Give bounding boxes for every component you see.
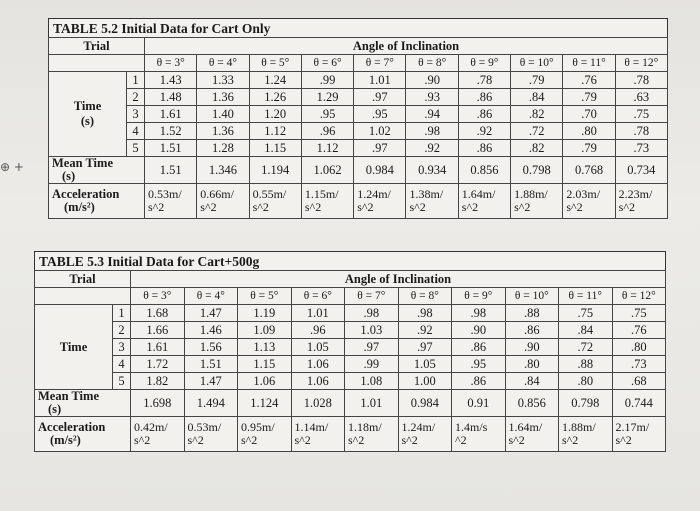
acceleration-cell: 1.64m/ s^2 <box>458 184 510 219</box>
angle-cell: θ = 6° <box>291 288 345 305</box>
time-cell: .94 <box>406 106 458 123</box>
angle-cell: θ = 12° <box>612 288 666 305</box>
time-cell: .92 <box>398 322 452 339</box>
time-unit-text: (s) <box>80 114 95 128</box>
angle-cell: θ = 4° <box>184 288 238 305</box>
mean-row <box>35 390 666 417</box>
angle-cell: θ = 3° <box>131 288 185 305</box>
time-cell: .72 <box>511 123 563 140</box>
mean-cell: 0.744 <box>612 390 666 417</box>
mean-cell: 1.698 <box>131 390 185 417</box>
angle-row <box>35 288 666 305</box>
table-row <box>35 322 666 339</box>
trial-number: 3 <box>127 106 145 123</box>
time-cell: 1.24 <box>249 72 301 89</box>
mean-label <box>35 390 131 417</box>
time-cell: .80 <box>559 373 613 390</box>
mean-label-text: Mean Time <box>52 156 113 170</box>
angle-cell: θ = 7° <box>345 288 399 305</box>
time-cell: .86 <box>452 339 506 356</box>
table-caption: TABLE 5.3 Initial Data for Cart+500g <box>34 251 666 270</box>
time-cell: 1.12 <box>301 140 353 157</box>
acceleration-cell: 1.88m/ s^2 <box>511 184 563 219</box>
table-row <box>35 339 666 356</box>
time-cell: .79 <box>563 140 615 157</box>
acceleration-unit-text: (m/s²) <box>64 200 95 214</box>
time-cell: 1.09 <box>238 322 292 339</box>
angle-cell: θ = 8° <box>398 288 452 305</box>
time-cell: .95 <box>354 106 406 123</box>
time-cell: 1.36 <box>197 123 249 140</box>
time-cell: 1.26 <box>249 89 301 106</box>
mean-cell: 0.934 <box>406 157 458 184</box>
acceleration-cell: 1.18m/ s^2 <box>345 417 399 452</box>
time-cell: .97 <box>345 339 399 356</box>
angle-cell: θ = 10° <box>505 288 559 305</box>
time-cell: .78 <box>615 123 667 140</box>
blank-cell <box>35 288 131 305</box>
time-cell: .86 <box>458 140 510 157</box>
mean-cell: 0.798 <box>511 157 563 184</box>
time-cell: .84 <box>559 322 613 339</box>
time-cell: .96 <box>291 322 345 339</box>
time-cell: 1.01 <box>291 305 345 322</box>
angle-header: Angle of Inclination <box>131 271 666 288</box>
time-cell: 1.68 <box>131 305 185 322</box>
acceleration-cell: 1.64m/ s^2 <box>505 417 559 452</box>
angle-cell: θ = 9° <box>452 288 506 305</box>
time-cell: 1.03 <box>345 322 399 339</box>
acceleration-cell: 0.55m/ s^2 <box>249 184 301 219</box>
acceleration-cell: 1.88m/ s^2 <box>559 417 613 452</box>
trial-number: 1 <box>113 305 131 322</box>
angle-cell: θ = 4° <box>197 55 249 72</box>
time-cell: 1.28 <box>197 140 249 157</box>
time-cell: 1.02 <box>354 123 406 140</box>
mean-cell: 1.346 <box>197 157 249 184</box>
time-cell: 1.00 <box>398 373 452 390</box>
acceleration-label-text: Acceleration <box>52 187 120 201</box>
time-cell: .73 <box>612 356 666 373</box>
mean-cell: 0.856 <box>505 390 559 417</box>
time-cell: .95 <box>452 356 506 373</box>
time-cell: 1.56 <box>184 339 238 356</box>
time-cell: 1.72 <box>131 356 185 373</box>
acceleration-label-text: Acceleration <box>38 420 106 434</box>
header-row <box>35 271 666 288</box>
table-row <box>49 89 668 106</box>
acceleration-label <box>35 417 131 452</box>
trial-number: 2 <box>127 89 145 106</box>
mean-cell: 0.856 <box>458 157 510 184</box>
time-cell: .97 <box>398 339 452 356</box>
time-cell: .78 <box>615 72 667 89</box>
time-cell: 1.47 <box>184 305 238 322</box>
time-cell: 1.61 <box>131 339 185 356</box>
mean-cell: 1.51 <box>145 157 197 184</box>
acceleration-cell: 0.53m/ s^2 <box>184 417 238 452</box>
acceleration-cell: 0.95m/ s^2 <box>238 417 292 452</box>
angle-cell: θ = 6° <box>301 55 353 72</box>
time-cell: .80 <box>505 356 559 373</box>
time-cell: 1.13 <box>238 339 292 356</box>
mean-cell: 0.768 <box>563 157 615 184</box>
mean-unit-text: (s) <box>48 402 62 416</box>
time-cell: .90 <box>505 339 559 356</box>
time-cell: .98 <box>345 305 399 322</box>
mean-cell: 1.062 <box>301 157 353 184</box>
time-cell: .76 <box>563 72 615 89</box>
time-cell: 1.43 <box>145 72 197 89</box>
time-cell: .75 <box>559 305 613 322</box>
acceleration-cell: 1.4m/s ^2 <box>452 417 506 452</box>
time-cell: .63 <box>615 89 667 106</box>
time-cell: 1.19 <box>238 305 292 322</box>
data-table <box>34 270 666 452</box>
trial-number: 4 <box>113 356 131 373</box>
angle-header: Angle of Inclination <box>145 38 668 55</box>
time-cell: .80 <box>563 123 615 140</box>
angle-cell: θ = 5° <box>238 288 292 305</box>
table-row <box>49 140 668 157</box>
acceleration-cell: 0.66m/ s^2 <box>197 184 249 219</box>
time-cell: 1.48 <box>145 89 197 106</box>
trial-number: 3 <box>113 339 131 356</box>
acceleration-row <box>49 184 668 219</box>
time-cell: .99 <box>345 356 399 373</box>
time-cell: .88 <box>559 356 613 373</box>
table-cart-only <box>48 18 668 219</box>
angle-cell: θ = 5° <box>249 55 301 72</box>
time-cell: .82 <box>511 106 563 123</box>
acceleration-cell: 2.17m/ s^2 <box>612 417 666 452</box>
time-cell: 1.06 <box>291 373 345 390</box>
time-cell: .72 <box>559 339 613 356</box>
time-cell: .98 <box>452 305 506 322</box>
angle-cell: θ = 12° <box>615 55 667 72</box>
time-cell: .92 <box>458 123 510 140</box>
trial-number: 5 <box>113 373 131 390</box>
acceleration-cell: 1.24m/ s^2 <box>398 417 452 452</box>
time-cell: 1.61 <box>145 106 197 123</box>
table-cart-500g <box>34 251 666 452</box>
mean-cell: 1.124 <box>238 390 292 417</box>
time-cell: .82 <box>511 140 563 157</box>
time-cell: .98 <box>406 123 458 140</box>
angle-cell: θ = 3° <box>145 55 197 72</box>
time-cell: 1.51 <box>184 356 238 373</box>
table-row <box>35 373 666 390</box>
time-cell: .80 <box>612 339 666 356</box>
time-cell: .99 <box>301 72 353 89</box>
time-cell: .68 <box>612 373 666 390</box>
trial-header: Trial <box>35 271 131 288</box>
data-table <box>48 37 668 219</box>
mean-label <box>49 157 145 184</box>
time-cell: 1.20 <box>249 106 301 123</box>
mean-cell: 0.984 <box>354 157 406 184</box>
angle-cell: θ = 9° <box>458 55 510 72</box>
trial-header: Trial <box>49 38 145 55</box>
time-cell: .96 <box>301 123 353 140</box>
mean-unit-text: (s) <box>62 169 76 183</box>
angle-cell: θ = 11° <box>563 55 615 72</box>
trial-number: 4 <box>127 123 145 140</box>
acceleration-cell: 1.15m/ s^2 <box>301 184 353 219</box>
table-row <box>49 106 668 123</box>
time-cell: .79 <box>511 72 563 89</box>
acceleration-cell: 0.42m/ s^2 <box>131 417 185 452</box>
time-cell: 1.12 <box>249 123 301 140</box>
time-cell: 1.46 <box>184 322 238 339</box>
header-row <box>49 38 668 55</box>
mean-cell: 1.194 <box>249 157 301 184</box>
time-cell: 1.82 <box>131 373 185 390</box>
time-cell: .88 <box>505 305 559 322</box>
time-cell: .78 <box>458 72 510 89</box>
time-cell: 1.47 <box>184 373 238 390</box>
time-cell: .79 <box>563 89 615 106</box>
table-row <box>49 72 668 89</box>
time-cell: .70 <box>563 106 615 123</box>
time-label-text: Time <box>73 99 102 113</box>
time-cell: 1.05 <box>291 339 345 356</box>
blank-cell <box>49 55 145 72</box>
time-cell: 1.40 <box>197 106 249 123</box>
mean-cell: 0.91 <box>452 390 506 417</box>
time-cell: 1.06 <box>238 373 292 390</box>
acceleration-cell: 2.03m/ s^2 <box>563 184 615 219</box>
time-cell: .97 <box>354 140 406 157</box>
table-row <box>35 356 666 373</box>
time-label <box>49 72 127 157</box>
mean-cell: 1.01 <box>345 390 399 417</box>
time-cell: 1.51 <box>145 140 197 157</box>
time-cell: .86 <box>458 89 510 106</box>
mean-cell: 1.494 <box>184 390 238 417</box>
mean-cell: 0.798 <box>559 390 613 417</box>
acceleration-cell: 1.24m/ s^2 <box>354 184 406 219</box>
time-cell: 1.15 <box>249 140 301 157</box>
time-cell: .76 <box>612 322 666 339</box>
time-cell: .92 <box>406 140 458 157</box>
time-cell: .98 <box>398 305 452 322</box>
time-cell: 1.29 <box>301 89 353 106</box>
mean-cell: 0.984 <box>398 390 452 417</box>
trial-number: 5 <box>127 140 145 157</box>
table-row <box>35 305 666 322</box>
mean-label-text: Mean Time <box>38 389 99 403</box>
mean-row <box>49 157 668 184</box>
time-cell: .75 <box>612 305 666 322</box>
acceleration-cell: 1.38m/ s^2 <box>406 184 458 219</box>
time-cell: .90 <box>406 72 458 89</box>
acceleration-cell: 0.53m/ s^2 <box>145 184 197 219</box>
time-label <box>35 305 113 390</box>
time-cell: .97 <box>354 89 406 106</box>
trial-number: 1 <box>127 72 145 89</box>
acceleration-row <box>35 417 666 452</box>
time-cell: .84 <box>511 89 563 106</box>
time-cell: 1.01 <box>354 72 406 89</box>
time-cell: .86 <box>452 373 506 390</box>
time-cell: .95 <box>301 106 353 123</box>
time-cell: 1.15 <box>238 356 292 373</box>
angle-cell: θ = 7° <box>354 55 406 72</box>
acceleration-cell: 1.14m/ s^2 <box>291 417 345 452</box>
time-cell: 1.36 <box>197 89 249 106</box>
time-cell: 1.05 <box>398 356 452 373</box>
time-cell: .86 <box>458 106 510 123</box>
angle-cell: θ = 11° <box>559 288 613 305</box>
time-label-text: Time <box>59 339 88 354</box>
time-cell: .93 <box>406 89 458 106</box>
time-cell: .86 <box>505 322 559 339</box>
time-cell: .73 <box>615 140 667 157</box>
table-row <box>49 123 668 140</box>
time-cell: 1.06 <box>291 356 345 373</box>
angle-row <box>49 55 668 72</box>
row-handle-icon[interactable]: ⊕ + <box>0 160 24 174</box>
acceleration-unit-text: (m/s²) <box>50 433 81 447</box>
time-cell: 1.33 <box>197 72 249 89</box>
angle-cell: θ = 8° <box>406 55 458 72</box>
mean-cell: 1.028 <box>291 390 345 417</box>
acceleration-label <box>49 184 145 219</box>
table-caption: TABLE 5.2 Initial Data for Cart Only <box>48 18 668 37</box>
acceleration-cell: 2.23m/ s^2 <box>615 184 667 219</box>
mean-cell: 0.734 <box>615 157 667 184</box>
time-cell: 1.08 <box>345 373 399 390</box>
angle-cell: θ = 10° <box>511 55 563 72</box>
time-cell: 1.66 <box>131 322 185 339</box>
time-cell: .90 <box>452 322 506 339</box>
time-cell: .75 <box>615 106 667 123</box>
time-cell: .84 <box>505 373 559 390</box>
time-cell: 1.52 <box>145 123 197 140</box>
trial-number: 2 <box>113 322 131 339</box>
